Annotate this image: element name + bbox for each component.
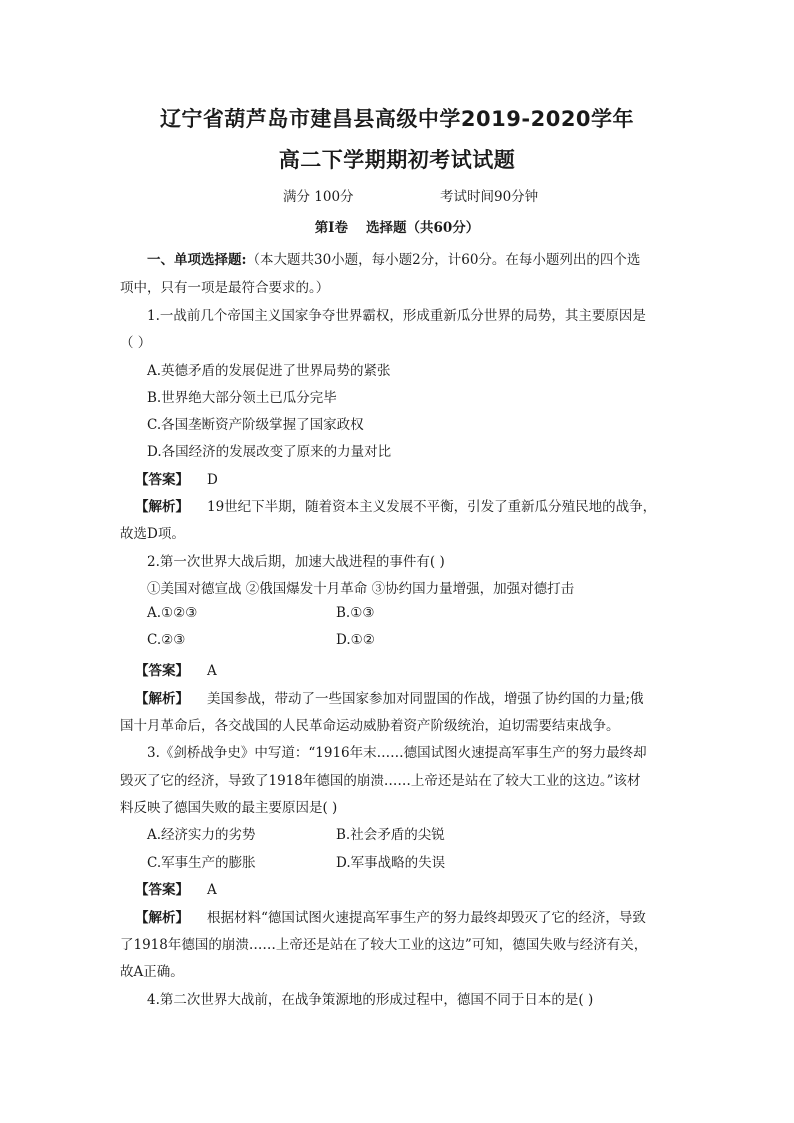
q3-option-d: D.军事战略的失误 — [336, 855, 446, 871]
q1-option-b: B.世界绝大部分领土已瓜分完毕 — [147, 390, 337, 406]
q1-analysis-text1: 19世纪下半期，随着资本主义发展不平衡，引发了重新瓜分殖民地的战争， — [207, 499, 657, 515]
section-name: 选择题（共60分） — [366, 220, 480, 236]
exam-title-line2: 高二下学期期初考试试题 — [278, 148, 516, 172]
exam-time-text: 考试时间90分钟 — [440, 189, 539, 205]
q1-analysis-line2: 故选D项。 — [120, 526, 185, 542]
q2-analysis-line1 — [135, 687, 644, 707]
q2-option-d: D.①② — [336, 632, 375, 648]
q1-answer-value: D — [207, 472, 218, 488]
q3-option-a: A.经济实力的劣势 — [147, 827, 256, 843]
q3-analysis-line1 — [135, 906, 646, 926]
q3-stem-line1: 3.《剑桥战争史》中写道：“1916年末……德国试图火速提高军事生产的努力最终却 — [147, 745, 647, 761]
q2-option-a: A.①②③ — [147, 605, 198, 621]
answer-label: 【答案】 — [135, 472, 189, 488]
q3-option-b: B.社会矛盾的尖锐 — [336, 827, 445, 843]
instructions-line2: 项中，只有一项是最符合要求的。） — [120, 280, 330, 296]
q1-option-d: D.各国经济的发展改变了原来的力量对比 — [147, 444, 392, 460]
q3-option-c: C.军事生产的膨胀 — [147, 855, 256, 871]
q1-stem-line2: （ ） — [120, 335, 152, 351]
q2-option-c: C.②③ — [147, 632, 186, 648]
answer-label: 【答案】 — [135, 663, 189, 679]
q4-stem: 4.第二次世界大战前，在战争策源地的形成过程中，德国不同于日本的是( ) — [147, 992, 594, 1008]
q3-analysis-text1: 根据材料“德国试图火速提高军事生产的努力最终却毁灭了它的经济，导致 — [207, 910, 646, 926]
q2-option-b: B.①③ — [336, 605, 375, 621]
q3-answer — [135, 878, 217, 898]
q2-answer — [135, 659, 217, 679]
q3-analysis-line2: 了1918年德国的崩溃……上帝还是站在了较大工业的这边”可知，德国失败与经济有关， — [120, 937, 648, 953]
instructions-line1 — [147, 248, 640, 268]
q1-stem-line1: 1.一战前几个帝国主义国家争夺世界霸权，形成重新瓜分世界的局势，其主要原因是 — [147, 308, 646, 324]
analysis-label: 【解析】 — [135, 910, 189, 926]
q3-answer-value: A — [207, 882, 217, 898]
q2-answer-value: A — [207, 663, 217, 679]
q2-stem: 2.第一次世界大战后期，加速大战进程的事件有( ) — [147, 554, 445, 570]
analysis-label: 【解析】 — [135, 691, 189, 707]
section-heading — [0, 216, 794, 236]
q3-stem-line3: 料反映了德国失败的最主要原因是( ) — [120, 800, 338, 816]
q1-analysis-line1 — [135, 495, 656, 515]
q1-option-a: A.英德矛盾的发展促进了世界局势的紧张 — [147, 363, 391, 379]
q2-analysis-text1: 美国参战，带动了一些国家参加对同盟国的作战，增强了协约国的力量;俄 — [207, 691, 644, 707]
instructions-label: 一、单项选择题: — [147, 252, 247, 268]
q2-items: ①美国对德宣战 ②俄国爆发十月革命 ③协约国力量增强，加强对德打击 — [147, 581, 575, 597]
q3-analysis-line3: 故A正确。 — [120, 964, 184, 980]
q3-stem-line2: 毁灭了它的经济，导致了1918年德国的崩溃……上帝还是站在了较大工业的这边。”该材 — [120, 773, 641, 789]
full-score-text: 满分 100分 — [283, 189, 354, 205]
instructions-text1: （本大题共30小题，每小题2分，计60分。在每小题列出的四个选 — [246, 252, 641, 268]
exam-title-line1: 辽宁省葫芦岛市建昌县高级中学2019-2020学年 — [159, 107, 635, 131]
q1-option-c: C.各国垄断资产阶级掌握了国家政权 — [147, 417, 364, 433]
analysis-label: 【解析】 — [135, 499, 189, 515]
section-part: 第Ⅰ卷 — [314, 220, 349, 236]
q1-answer — [135, 468, 218, 488]
answer-label: 【答案】 — [135, 882, 189, 898]
q2-analysis-line2: 国十月革命后，各交战国的人民革命运动威胁着资产阶级统治，迫切需要结束战争。 — [120, 718, 620, 734]
